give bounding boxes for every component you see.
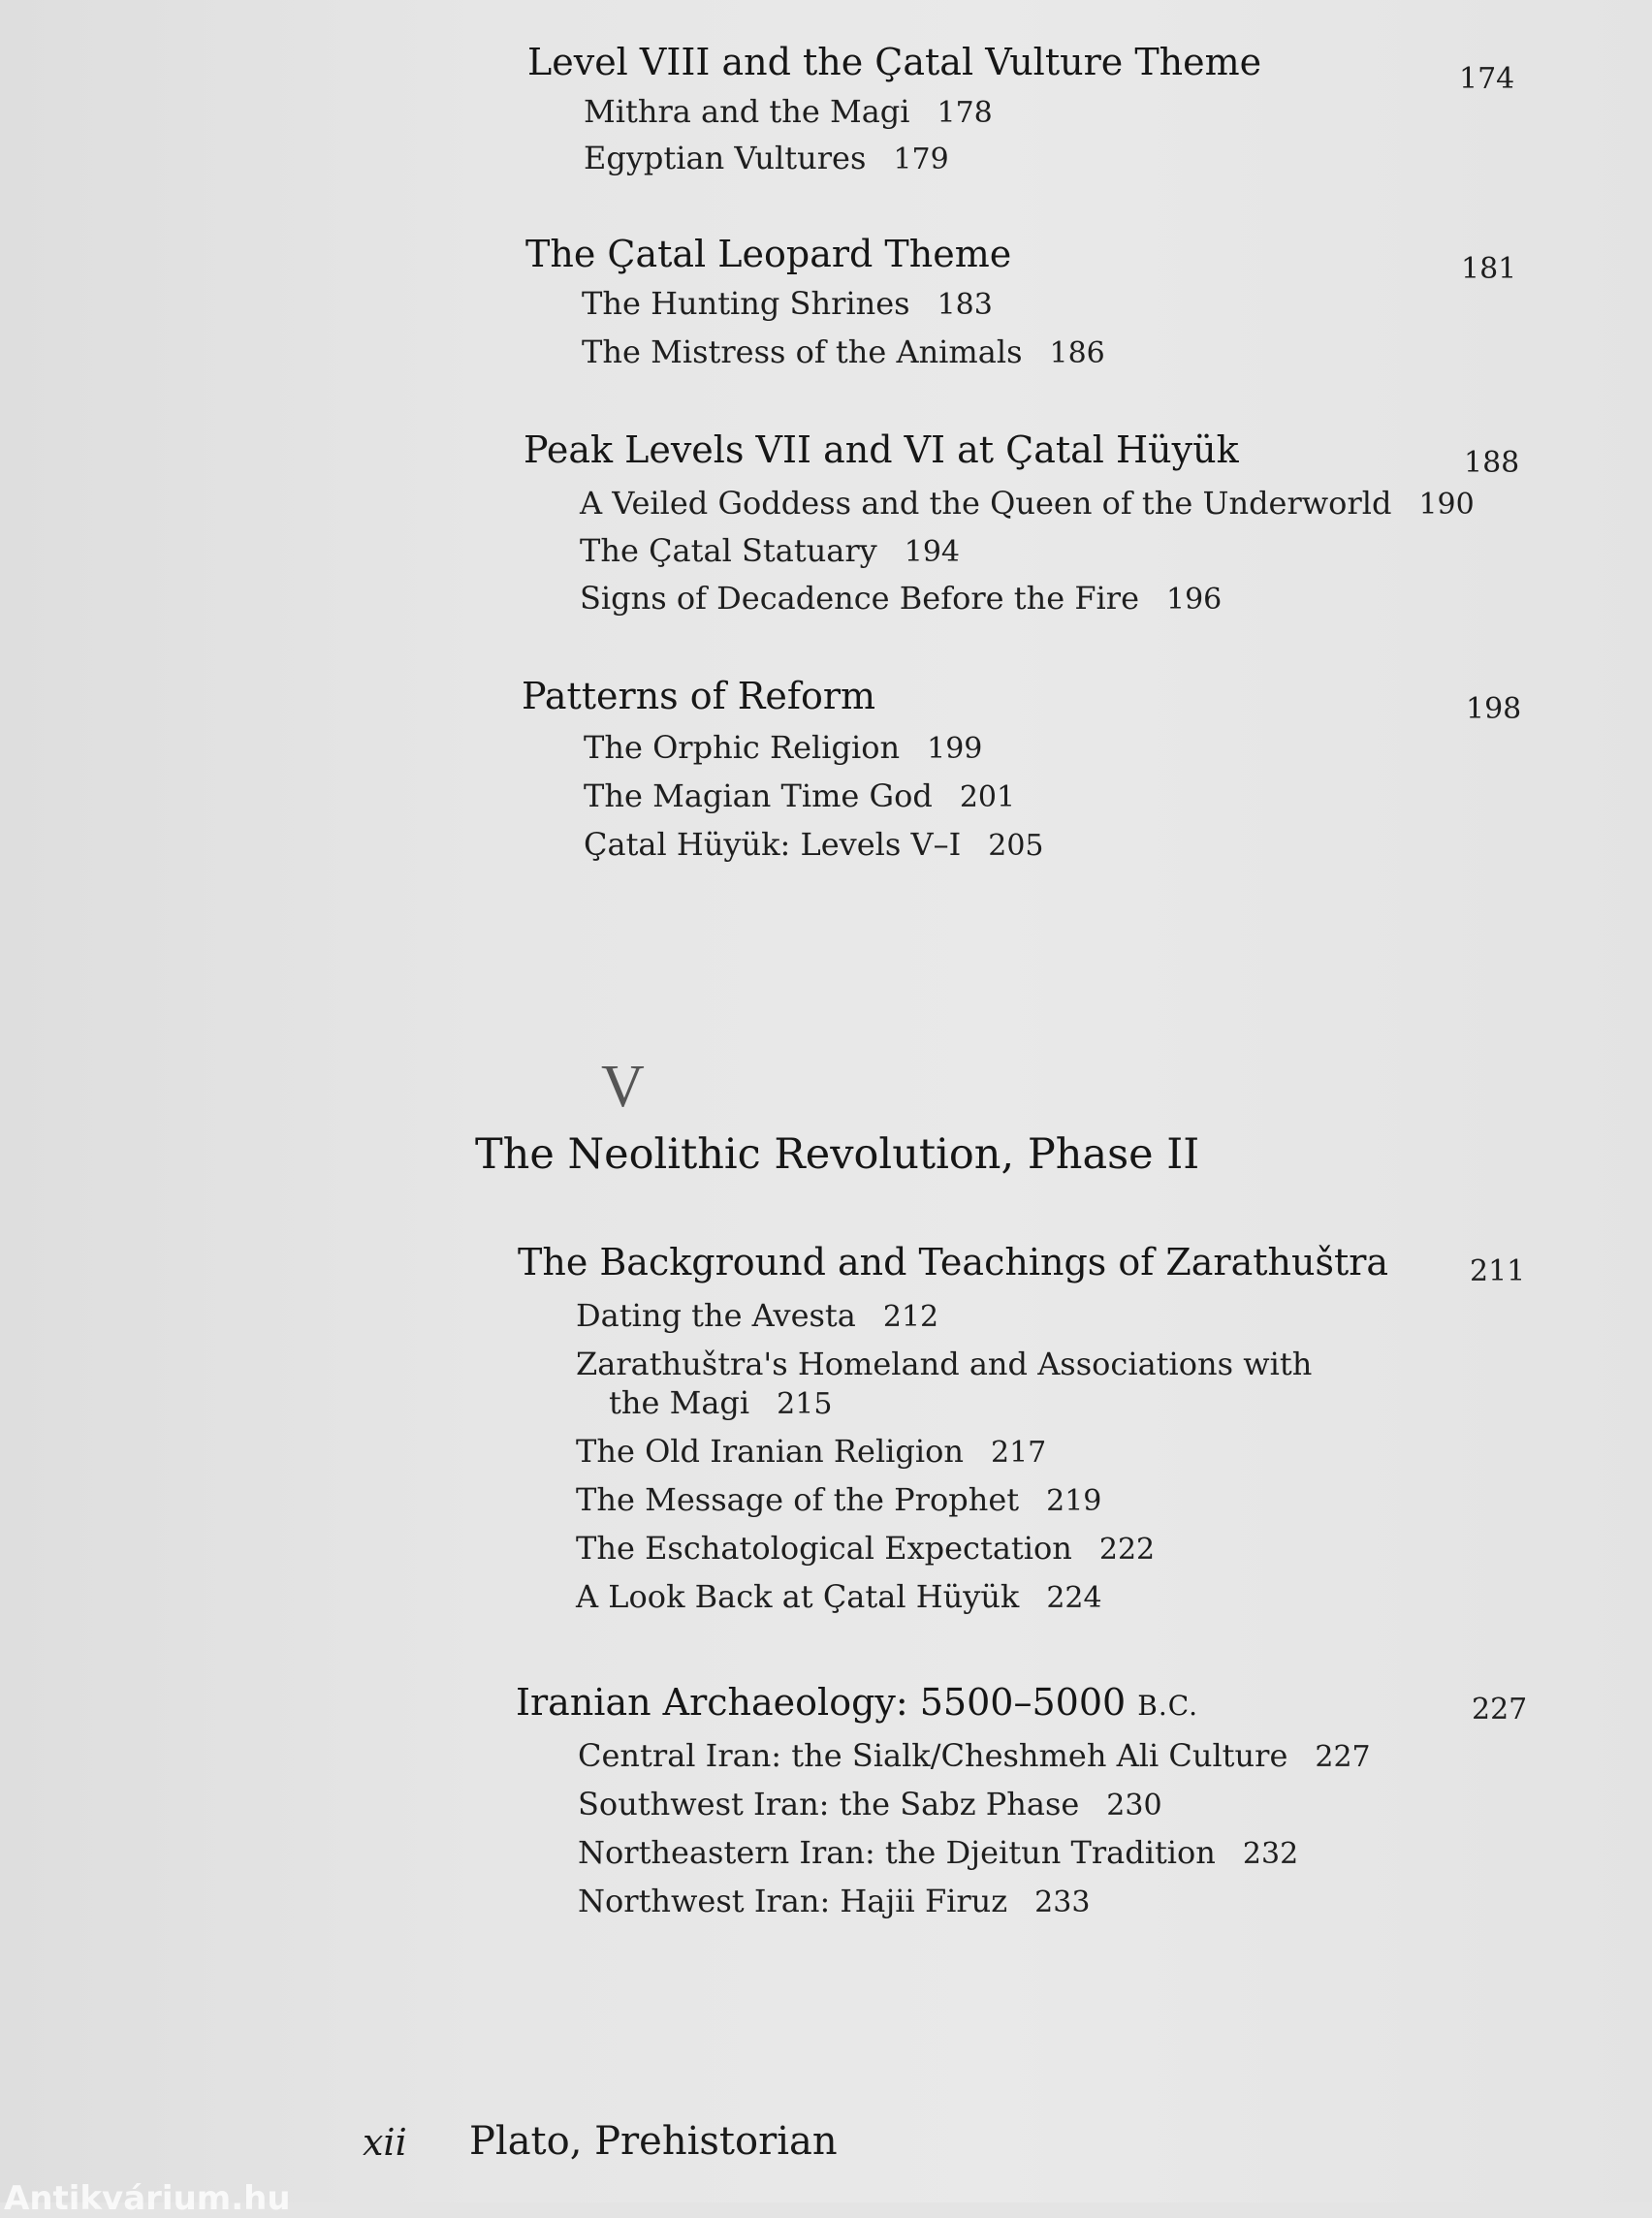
subsection-entry <box>578 1737 1371 1774</box>
subsection-page: 217 <box>991 1436 1047 1470</box>
subsection-page: 194 <box>904 535 961 569</box>
subsection-entry <box>576 1578 1102 1615</box>
subsection-title: The Eschatological Expectation <box>576 1530 1072 1567</box>
subsection-title: The Çatal Statuary <box>580 532 877 569</box>
subsection-page: 232 <box>1242 1837 1299 1871</box>
section-page: 181 <box>1461 252 1517 286</box>
subsection-entry <box>584 140 949 176</box>
subsection-entry <box>580 580 1222 617</box>
section-page: 198 <box>1466 692 1522 726</box>
subsection-page: 219 <box>1046 1484 1102 1518</box>
subsection-title: A Look Back at Çatal Hüyük <box>576 1578 1020 1615</box>
subsection-entry <box>576 1481 1101 1518</box>
section-title: Level VIII and the Çatal Vulture Theme <box>527 41 1262 83</box>
subsection-entry <box>576 1433 1046 1470</box>
subsection-title: Northwest Iran: Hajii Firuz <box>578 1883 1008 1919</box>
section-title: Peak Levels VII and VI at Çatal Hüyük <box>524 428 1239 471</box>
subsection-title: The Message of the Prophet <box>576 1481 1020 1518</box>
section-page: 227 <box>1472 1693 1528 1727</box>
subsection-entry <box>582 285 993 322</box>
subsection-page: 179 <box>893 143 949 176</box>
subsection-title: A Veiled Goddess and the Queen of the Underworld <box>580 485 1392 522</box>
subsection-entry <box>584 93 993 130</box>
subsection-entry <box>576 1346 1312 1382</box>
subsection-page: 199 <box>927 732 983 766</box>
section-page: 188 <box>1464 446 1520 480</box>
section-page: 174 <box>1459 62 1515 96</box>
subsection-title: Northeastern Iran: the Djeitun Tradition <box>578 1834 1216 1871</box>
section-title-era: B.C. <box>1137 1690 1199 1722</box>
subsection-page: 205 <box>988 829 1044 863</box>
subsection-page: 233 <box>1034 1885 1091 1919</box>
part-numeral: V <box>601 1054 645 1120</box>
subsection-page: 201 <box>959 780 1016 814</box>
subsection-page: 178 <box>937 96 993 130</box>
subsection-title: The Old Iranian Religion <box>576 1433 964 1470</box>
subsection-entry <box>584 729 982 766</box>
subsection-page: 212 <box>882 1300 939 1334</box>
subsection-title: Dating the Avesta <box>576 1297 856 1334</box>
section-title-text: Iranian Archaeology: 5500–5000 <box>516 1681 1127 1724</box>
section-title <box>516 1681 1198 1724</box>
subsection-entry <box>578 1834 1298 1871</box>
subsection-title: Signs of Decadence Before the Fire <box>580 580 1139 617</box>
subsection-entry <box>584 826 1044 863</box>
watermark-text: Antikvárium.hu <box>4 2179 291 2218</box>
part-title: The Neolithic Revolution, Phase II <box>475 1130 1200 1179</box>
subsection-page: 186 <box>1049 336 1105 370</box>
subsection-page: 224 <box>1046 1581 1102 1615</box>
subsection-entry <box>580 532 960 569</box>
subsection-title: Zarathuštra's Homeland and Associations with <box>576 1346 1313 1382</box>
subsection-page: 215 <box>777 1387 833 1421</box>
subsection-title: Çatal Hüyük: Levels V–I <box>584 826 962 863</box>
subsection-title: Southwest Iran: the Sabz Phase <box>578 1786 1080 1822</box>
subsection-entry <box>576 1297 938 1334</box>
subsection-entry <box>584 777 1015 814</box>
subsection-title: The Hunting Shrines <box>582 285 910 322</box>
subsection-title: The Orphic Religion <box>584 729 901 766</box>
running-footer-title: Plato, Prehistorian <box>469 2119 838 2164</box>
section-page: 211 <box>1470 1254 1526 1288</box>
subsection-entry <box>582 333 1105 370</box>
folio-page-number: xii <box>363 2121 407 2164</box>
subsection-title: Mithra and the Magi <box>584 93 910 130</box>
subsection-page: 183 <box>937 288 993 322</box>
section-title: The Çatal Leopard Theme <box>525 233 1012 275</box>
subsection-entry <box>580 485 1475 522</box>
subsection-title: The Mistress of the Animals <box>582 333 1023 370</box>
section-title: The Background and Teachings of Zarathuštra <box>518 1241 1389 1283</box>
subsection-entry <box>578 1786 1162 1822</box>
subsection-page: 222 <box>1098 1533 1156 1567</box>
subsection-title: Central Iran: the Sialk/Cheshmeh Ali Culture <box>578 1737 1288 1774</box>
subsection-page: 230 <box>1106 1789 1162 1822</box>
subsection-page: 227 <box>1315 1740 1371 1774</box>
subsection-entry <box>576 1530 1155 1567</box>
subsection-title-cont: the Magi <box>609 1384 750 1421</box>
subsection-title: Egyptian Vultures <box>584 140 867 176</box>
subsection-entry-continued <box>609 1384 832 1421</box>
section-title: Patterns of Reform <box>522 675 876 717</box>
subsection-entry <box>578 1883 1090 1919</box>
subsection-page: 190 <box>1418 488 1475 522</box>
subsection-page: 196 <box>1166 583 1223 617</box>
subsection-title: The Magian Time God <box>584 777 933 814</box>
